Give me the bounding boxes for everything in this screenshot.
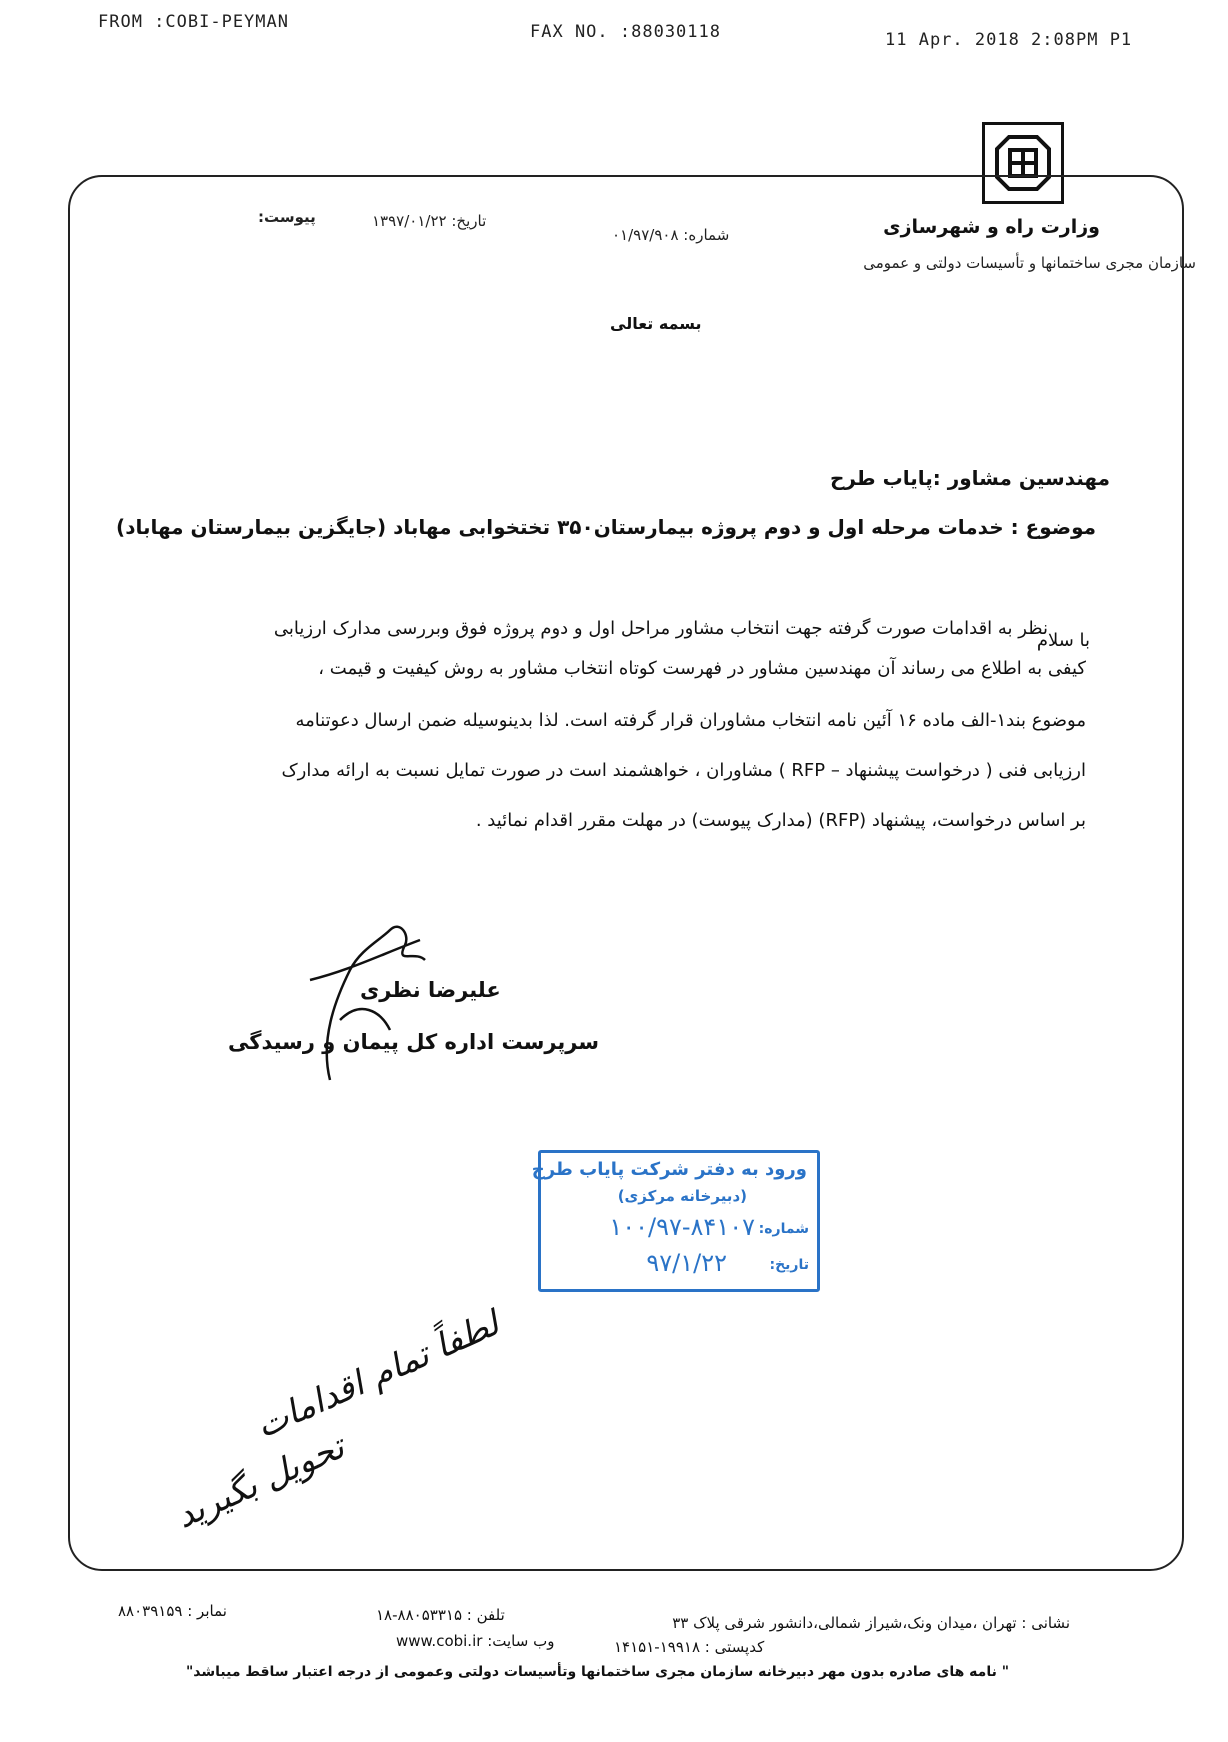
subject: موضوع : خدمات مرحله اول و دوم پروژه بیمارستان۳۵۰ تختخوابی مهاباد (جایگزین بیمارستان مهاباد) [116,515,1096,539]
footer-phone-value: ۸۸۰۵۳۳۱۵-۱۸ [376,1606,462,1624]
organization-name: سازمان مجری ساختمانها و تأسیسات دولتی و عمومی [863,254,1196,272]
signer-name: علیرضا نظری [360,978,501,1002]
body-line-2: کیفی به اطلاع می رساند آن مهندسین مشاور در فهرست کوتاه انتخاب مشاور به روش کیفیت و قیمت ، [318,658,1086,679]
handwritten-note-line-2: تحویل بگیرید [170,1426,351,1537]
stamp-line-2: (دبیرخانه مرکزی) [617,1187,747,1205]
letter-date-label: تاریخ: [451,212,487,230]
stamp-number-label: شماره: [758,1221,809,1237]
footer-website [396,1632,554,1650]
ministry-name: وزارت راه و شهرسازی [883,216,1100,238]
footer-fax [118,1602,227,1620]
footer-fax-value: ۸۸۰۳۹۱۵۹ [118,1602,183,1620]
body-line-1: نظر به اقدامات صورت گرفته جهت انتخاب مشاور مراحل اول و دوم پروژه فوق وبررسی مدارک ارزیابی [273,618,1048,639]
footer-website-label: وب سایت: [487,1632,555,1650]
signer-title: سرپرست اداره کل پیمان و رسیدگی [228,1030,600,1054]
body-line-5: بر اساس درخواست، پیشنهاد (RFP) (مدارک پیوست) در مهلت مقرر اقدام نمائید . [475,810,1086,831]
fax-datetime: 11 Apr. 2018 2:08PM P1 [885,30,1133,50]
letter-number [612,226,729,244]
body-line-3: موضوع بند۱-الف ماده ۱۶ آئین نامه انتخاب مشاوران قرار گرفته است. لذا بدینوسیله ضمن ارسال دعوتنامه [295,710,1086,731]
letter-number-value: ۰۱/۹۷/۹۰۸ [612,226,679,244]
greeting: با سلام [1036,630,1090,651]
footer-phone-label: تلفن : [466,1606,505,1624]
stamp-date-label: تاریخ: [769,1257,809,1273]
letter-frame [68,175,1184,1571]
stamp-number-value: ۱۰۰/۹۷-۸۴۱۰۷ [609,1213,755,1241]
footer-phone [376,1606,505,1624]
footer-address: نشانی : تهران ،میدان ونک،شیراز شمالی،دانشور شرقی پلاک ۳۳ [672,1614,1070,1632]
fax-number: FAX NO. :88030118 [530,22,721,42]
handwritten-note-line-1: لطفاً تمام اقدامات [250,1303,506,1447]
stamp-date-value: ۹۷/۱/۲۲ [646,1249,727,1277]
letter-number-label: شماره: [683,226,730,244]
letter-date-value: ۱۳۹۷/۰۱/۲۲ [372,212,447,230]
footer-postal-value: ۱۹۹۱۸-۱۴۱۵۱ [614,1638,701,1656]
incoming-stamp [531,1150,820,1292]
stamp-line-1: ورود به دفتر شرکت پایاب طرح [531,1159,807,1180]
invocation: بسمه تعالی [610,314,702,333]
letter-date [372,212,486,230]
footer-postal-label: کدپستی : [704,1638,765,1656]
fax-from: FROM :COBI-PEYMAN [98,12,289,32]
footer-website-value[interactable]: www.cobi.ir [396,1632,483,1650]
footer-fax-label: نمابر : [187,1602,227,1620]
attachment-label: پیوست: [258,208,316,226]
footer-postal [614,1638,764,1656]
recipient: مهندسین مشاور :پایاب طرح [829,466,1110,490]
footer-notice: " نامه های صادره بدون مهر دبیرخانه سازمان مجری ساختمانها وتأسیسات دولتی وعمومی از درجه اعتبار ساقط میباشد" [186,1664,1009,1680]
body-line-4: ارزیابی فنی ( درخواست پیشنهاد – RFP ) مشاوران ، خواهشمند است در صورت تمایل نسبت به ارائه مدارک [281,760,1086,781]
